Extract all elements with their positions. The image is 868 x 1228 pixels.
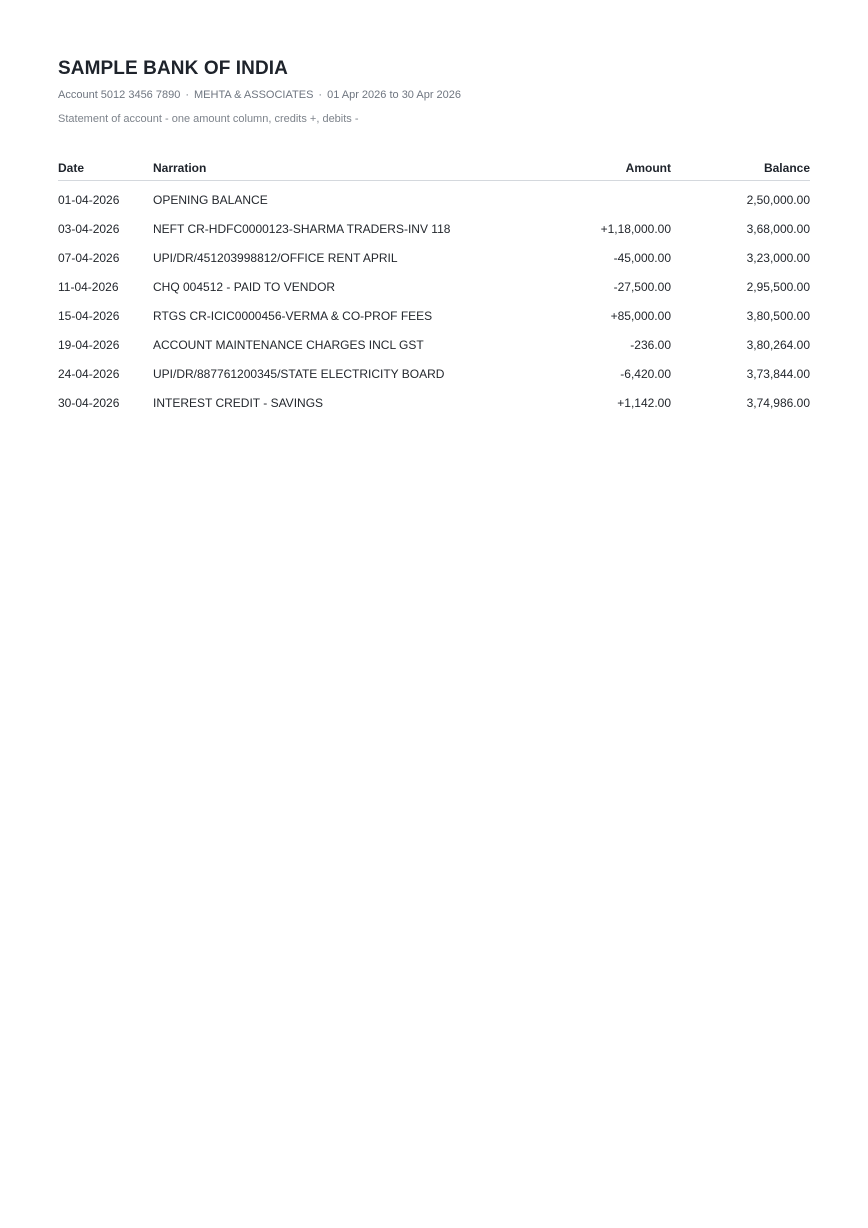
table-row xyxy=(58,243,810,272)
cell-date: 19-04-2026 xyxy=(58,337,120,352)
cell-narration: UPI/DR/887761200345/STATE ELECTRICITY BOARD xyxy=(153,366,445,381)
table-header-row xyxy=(58,161,810,181)
cell-narration: OPENING BALANCE xyxy=(153,192,268,207)
cell-amount: -27,500.00 xyxy=(613,279,671,294)
cell-narration: UPI/DR/451203998812/OFFICE RENT APRIL xyxy=(153,250,398,265)
cell-balance: 3,23,000.00 xyxy=(746,250,810,265)
account-holder: MEHTA & ASSOCIATES xyxy=(194,89,314,101)
cell-date: 11-04-2026 xyxy=(58,279,119,294)
cell-amount: +85,000.00 xyxy=(610,308,671,323)
cell-date: 15-04-2026 xyxy=(58,308,120,323)
table-row xyxy=(58,359,810,388)
table-row xyxy=(58,272,810,301)
cell-narration: INTEREST CREDIT - SAVINGS xyxy=(153,395,324,410)
cell-balance: 2,95,500.00 xyxy=(746,279,810,294)
column-header-balance: Balance xyxy=(671,161,810,181)
cell-balance: 3,74,986.00 xyxy=(746,395,810,410)
cell-balance: 2,50,000.00 xyxy=(746,192,810,207)
cell-balance: 3,73,844.00 xyxy=(746,366,810,381)
meta-separator: · xyxy=(185,89,189,101)
cell-date: 01-04-2026 xyxy=(58,192,120,207)
cell-date: 03-04-2026 xyxy=(58,221,120,236)
column-header-date: Date xyxy=(58,161,153,181)
table-row xyxy=(58,301,810,330)
cell-narration: NEFT CR-HDFC0000123-SHARMA TRADERS-INV 118 xyxy=(153,221,451,236)
cell-balance: 3,80,264.00 xyxy=(746,337,810,352)
cell-amount: -6,420.00 xyxy=(620,366,671,381)
cell-amount xyxy=(573,181,671,215)
column-header-narration: Narration xyxy=(153,161,573,181)
cell-date: 30-04-2026 xyxy=(58,395,120,410)
cell-amount: -45,000.00 xyxy=(613,250,671,265)
cell-amount: +1,142.00 xyxy=(617,395,671,410)
statement-subtitle: Statement of account - one amount column, credits +, debits - xyxy=(58,113,359,125)
meta-separator: · xyxy=(318,89,323,101)
account-meta xyxy=(58,88,810,102)
column-header-amount: Amount xyxy=(573,161,671,181)
cell-amount: +1,18,000.00 xyxy=(600,221,671,236)
cell-narration: ACCOUNT MAINTENANCE CHARGES INCL GST xyxy=(153,337,424,352)
cell-narration: CHQ 004512 - PAID TO VENDOR xyxy=(153,279,336,294)
cell-balance: 3,80,500.00 xyxy=(746,308,810,323)
transactions-table xyxy=(58,161,810,417)
table-row xyxy=(58,214,810,243)
table-row xyxy=(58,388,810,417)
cell-date: 24-04-2026 xyxy=(58,366,120,381)
cell-amount: -236.00 xyxy=(630,337,671,352)
account-number: Account 5012 3456 7890 xyxy=(58,89,181,101)
statement-period: 01 Apr 2026 to 30 Apr 2026 xyxy=(327,89,462,101)
bank-name: SAMPLE BANK OF INDIA xyxy=(58,58,288,79)
cell-date: 07-04-2026 xyxy=(58,250,120,265)
cell-narration: RTGS CR-ICIC0000456-VERMA & CO-PROF FEES xyxy=(153,308,433,323)
table-row xyxy=(58,181,810,215)
table-row xyxy=(58,330,810,359)
cell-balance: 3,68,000.00 xyxy=(746,221,810,236)
